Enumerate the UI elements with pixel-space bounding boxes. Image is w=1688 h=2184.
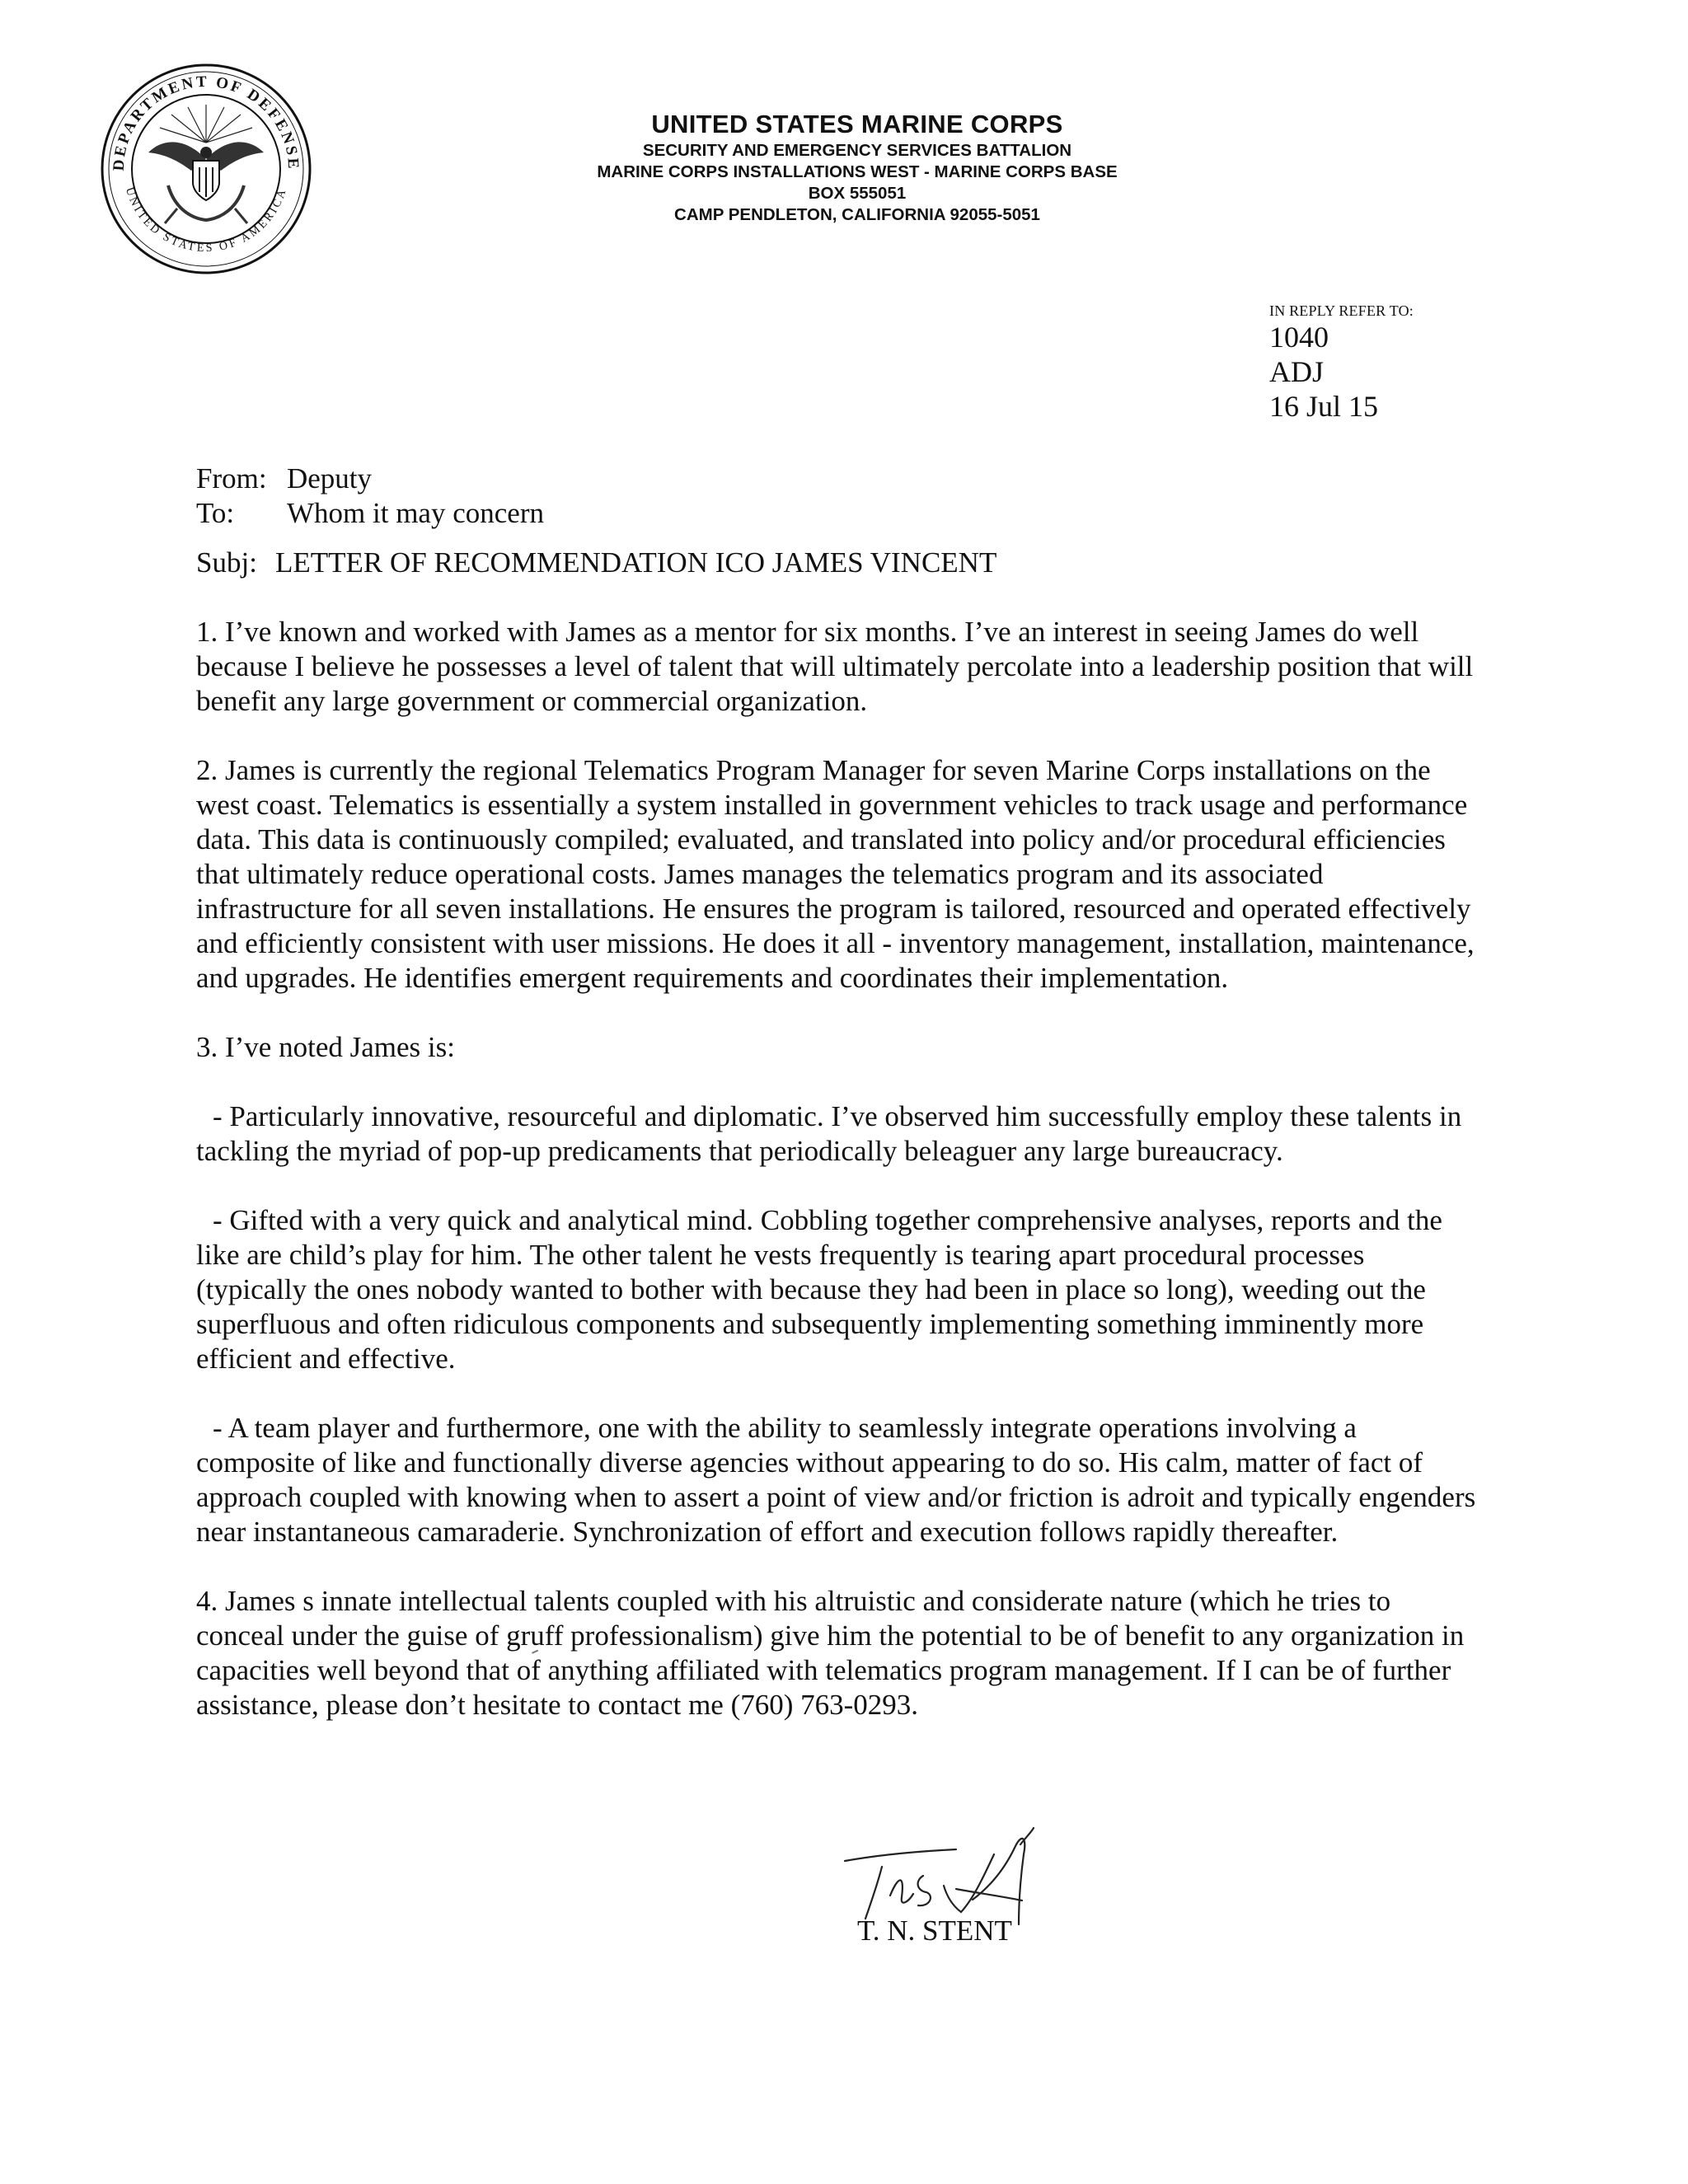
from-line bbox=[196, 462, 1482, 496]
reference-code: ADJ bbox=[1269, 355, 1325, 388]
letterhead-box: BOX 555051 bbox=[808, 184, 907, 203]
paragraph-1: 1. I’ve known and worked with James as a mentor for six months. I’ve an interest in seeing James do well because I believe he possesses a level of talent that will ultimately percolate into a leadership position that will benefit any large government or commercial organization. bbox=[196, 616, 1474, 717]
from-value: Deputy bbox=[287, 462, 373, 494]
letterhead-command: MARINE CORPS INSTALLATIONS WEST - MARINE CORPS BASE bbox=[597, 162, 1118, 181]
signatory-name: T. N. STENT bbox=[857, 1915, 1012, 1947]
letterhead-title: UNITED STATES MARINE CORPS bbox=[651, 110, 1063, 138]
from-label: From: bbox=[196, 462, 267, 494]
reference-block bbox=[1269, 302, 1414, 424]
reference-ssic: 1040 bbox=[1269, 321, 1329, 354]
bullet-1-text: - Particularly innovative, resourceful and diplomatic. I’ve observed him successfully employ these talents in tackling the myriad of pop-up predicaments that periodically beleaguer any large bureaucracy. bbox=[196, 1100, 1462, 1167]
letter-date: 16 Jul 15 bbox=[1269, 390, 1379, 423]
seal-ring-top: DEPARTMENT OF DEFENSE bbox=[110, 73, 302, 171]
letter-body bbox=[196, 462, 1482, 1722]
subject-line bbox=[196, 546, 1482, 580]
letterhead bbox=[429, 109, 1286, 226]
bullet-3 bbox=[196, 1411, 1482, 1549]
dod-seal bbox=[99, 62, 313, 276]
bullet-3-text: - A team player and furthermore, one with the ability to seamlessly integrate operations involving a composite of like and functionally diverse agencies without appearing to do so. His calm, matter of fact of approach coupled with knowing when to assert a point of view and/or friction is adroit and typically engenders near instantaneous camaraderie. Synchronization of effort and execution follows rapidly thereafter. bbox=[196, 1412, 1476, 1548]
to-label: To: bbox=[196, 497, 235, 529]
subject-value: LETTER OF RECOMMENDATION ICO JAMES VINCENT bbox=[275, 546, 997, 579]
bullet-1 bbox=[196, 1099, 1482, 1169]
bullet-2-text: - Gifted with a very quick and analytical mind. Cobbling together comprehensive analyses, reports and the like are child’s play for him. The other talent he vests frequently is tearing apart procedural processes (typically the ones nobody wanted to bother with because they had been in place so long), weeding out the superfluous and often ridiculous components and subsequently implementing something imminently more efficient and effective. bbox=[196, 1204, 1442, 1375]
paragraph-2: 2. James is currently the regional Telematics Program Manager for seven Marine Corps installations on the west coast. Telematics is essentially a system installed in government vehicles to track usage and performance data. This data is continuously compiled; evaluated, and translated into policy and/or procedural efficiencies that ultimately reduce operational costs. James manages the telematics program and its associated infrastructure for all seven installations. He ensures the program is tailored, resourced and operated effectively and efficiently consistent with user missions. He does it all - inventory management, installation, maintenance, and upgrades. He identifies emergent requirements and coordinates their implementation. bbox=[196, 754, 1475, 994]
subject-label: Subj: bbox=[196, 546, 257, 579]
letterhead-unit: SECURITY AND EMERGENCY SERVICES BATTALION bbox=[642, 141, 1072, 160]
bullet-2 bbox=[196, 1203, 1482, 1376]
to-value: Whom it may concern bbox=[287, 497, 544, 529]
paragraph-4: 4. James s innate intellectual talents coupled with his altruistic and considerate nature (which he tries to conceal under the guise of gruff professionalism) give him the potential to be of benefit to any organization in capacities well beyond that of anything affiliated with telematics program management. If I can be of further assistance, please don’t hesitate to contact me (760) 763-0293. bbox=[196, 1585, 1465, 1721]
seal-ring-bottom: UNITED STATES OF AMERICA bbox=[122, 185, 290, 255]
to-line bbox=[196, 496, 1482, 531]
reference-label: IN REPLY REFER TO: bbox=[1269, 302, 1414, 319]
letterhead-address: CAMP PENDLETON, CALIFORNIA 92055-5051 bbox=[674, 205, 1040, 224]
paragraph-3: 3. I’ve noted James is: bbox=[196, 1031, 455, 1063]
